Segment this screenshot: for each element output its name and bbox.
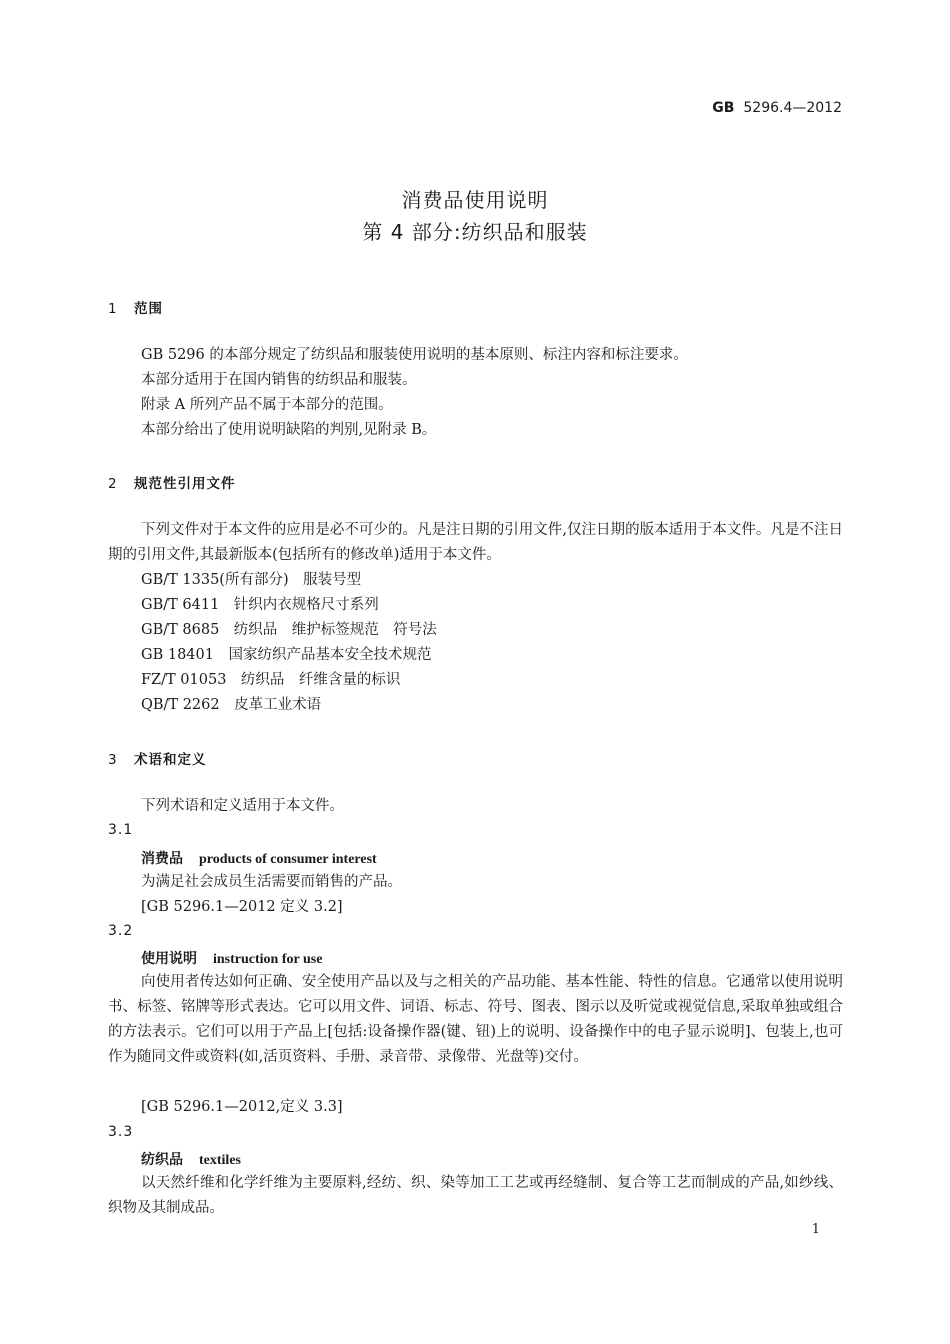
term-definition: 为满足社会成员生活需要而销售的产品。 bbox=[141, 874, 402, 890]
term-source: [GB 5296.1—2012,定义 3.3] bbox=[141, 1099, 343, 1115]
paragraph: 下列术语和定义适用于本文件。 bbox=[141, 798, 344, 814]
section-number: 1 bbox=[108, 301, 118, 317]
section-number: 3 bbox=[108, 752, 118, 768]
term-chinese: 纺织品 bbox=[141, 1152, 183, 1168]
reference-item: GB/T 1335(所有部分) 服装号型 bbox=[141, 572, 362, 588]
section-number: 2 bbox=[108, 476, 118, 492]
term-chinese: 消费品 bbox=[141, 851, 183, 867]
paragraph: 本部分适用于在国内销售的纺织品和服装。 bbox=[141, 372, 417, 388]
section-heading-scope bbox=[108, 297, 163, 317]
term-english: textiles bbox=[199, 1153, 241, 1168]
reference-item: GB/T 6411 针织内衣规格尺寸系列 bbox=[141, 597, 379, 613]
section-heading-normative-references bbox=[108, 472, 236, 492]
paragraph: 本部分给出了使用说明缺陷的判别,见附录 B。 bbox=[141, 422, 437, 438]
standard-prefix: GB bbox=[712, 100, 735, 116]
term-number: 3.2 bbox=[108, 923, 134, 939]
page-number: 1 bbox=[811, 1222, 820, 1237]
paragraph: 下列文件对于本文件的应用是必不可少的。凡是注日期的引用文件,仅注日期的版本适用于本文件。凡是不注日期的引用文件,其最新版本(包括所有的修改单)适用于本文件。 bbox=[108, 522, 843, 563]
standard-number: 5296.4—2012 bbox=[743, 100, 842, 116]
term-definition: 向使用者传达如何正确、安全使用产品以及与之相关的产品功能、基本性能、特性的信息。它通常以使用说明书、标签、铭牌等形式表达。它可以用文件、词语、标志、符号、图表、图示以及听觉或视觉信息,采取单独或组合的方法表示。它们可以用于产品上[包括:设备操作器(键、钮)上的说明、设备操作中的电子显示说明]、包装上,也可作为随同文件或资料(如,活页资料、手册、录音带、录像带、光盘等)交付。 bbox=[108, 974, 843, 1065]
term-chinese: 使用说明 bbox=[141, 951, 197, 967]
term-english: products of consumer interest bbox=[199, 852, 377, 867]
term-source: [GB 5296.1—2012 定义 3.2] bbox=[141, 899, 343, 915]
document-subtitle: 第 4 部分:纺织品和服装 bbox=[362, 220, 588, 244]
section-title: 规范性引用文件 bbox=[134, 476, 236, 492]
section-heading-terms-and-definitions bbox=[108, 748, 207, 768]
term-number: 3.1 bbox=[108, 822, 134, 838]
term-entry bbox=[141, 1149, 241, 1169]
section-title: 范围 bbox=[134, 301, 163, 317]
term-number: 3.3 bbox=[108, 1124, 134, 1140]
section-title: 术语和定义 bbox=[134, 752, 207, 768]
standard-code bbox=[712, 100, 842, 116]
term-entry bbox=[141, 948, 322, 968]
reference-item: GB 18401 国家纺织产品基本安全技术规范 bbox=[141, 647, 432, 663]
reference-item: QB/T 2262 皮革工业术语 bbox=[141, 697, 322, 713]
term-entry bbox=[141, 848, 377, 868]
term-definition: 以天然纤维和化学纤维为主要原料,经纺、织、染等加工工艺或再经缝制、复合等工艺而制成的产品,如纱线、织物及其制成品。 bbox=[108, 1175, 843, 1216]
paragraph: GB 5296 的本部分规定了纺织品和服装使用说明的基本原则、标注内容和标注要求。 bbox=[141, 347, 688, 363]
term-english: instruction for use bbox=[213, 952, 323, 967]
reference-item: GB/T 8685 纺织品 维护标签规范 符号法 bbox=[141, 622, 437, 638]
document-title: 消费品使用说明 bbox=[401, 188, 549, 212]
reference-item: FZ/T 01053 纺织品 纤维含量的标识 bbox=[141, 672, 401, 688]
paragraph: 附录 A 所列产品不属于本部分的范围。 bbox=[141, 397, 393, 413]
